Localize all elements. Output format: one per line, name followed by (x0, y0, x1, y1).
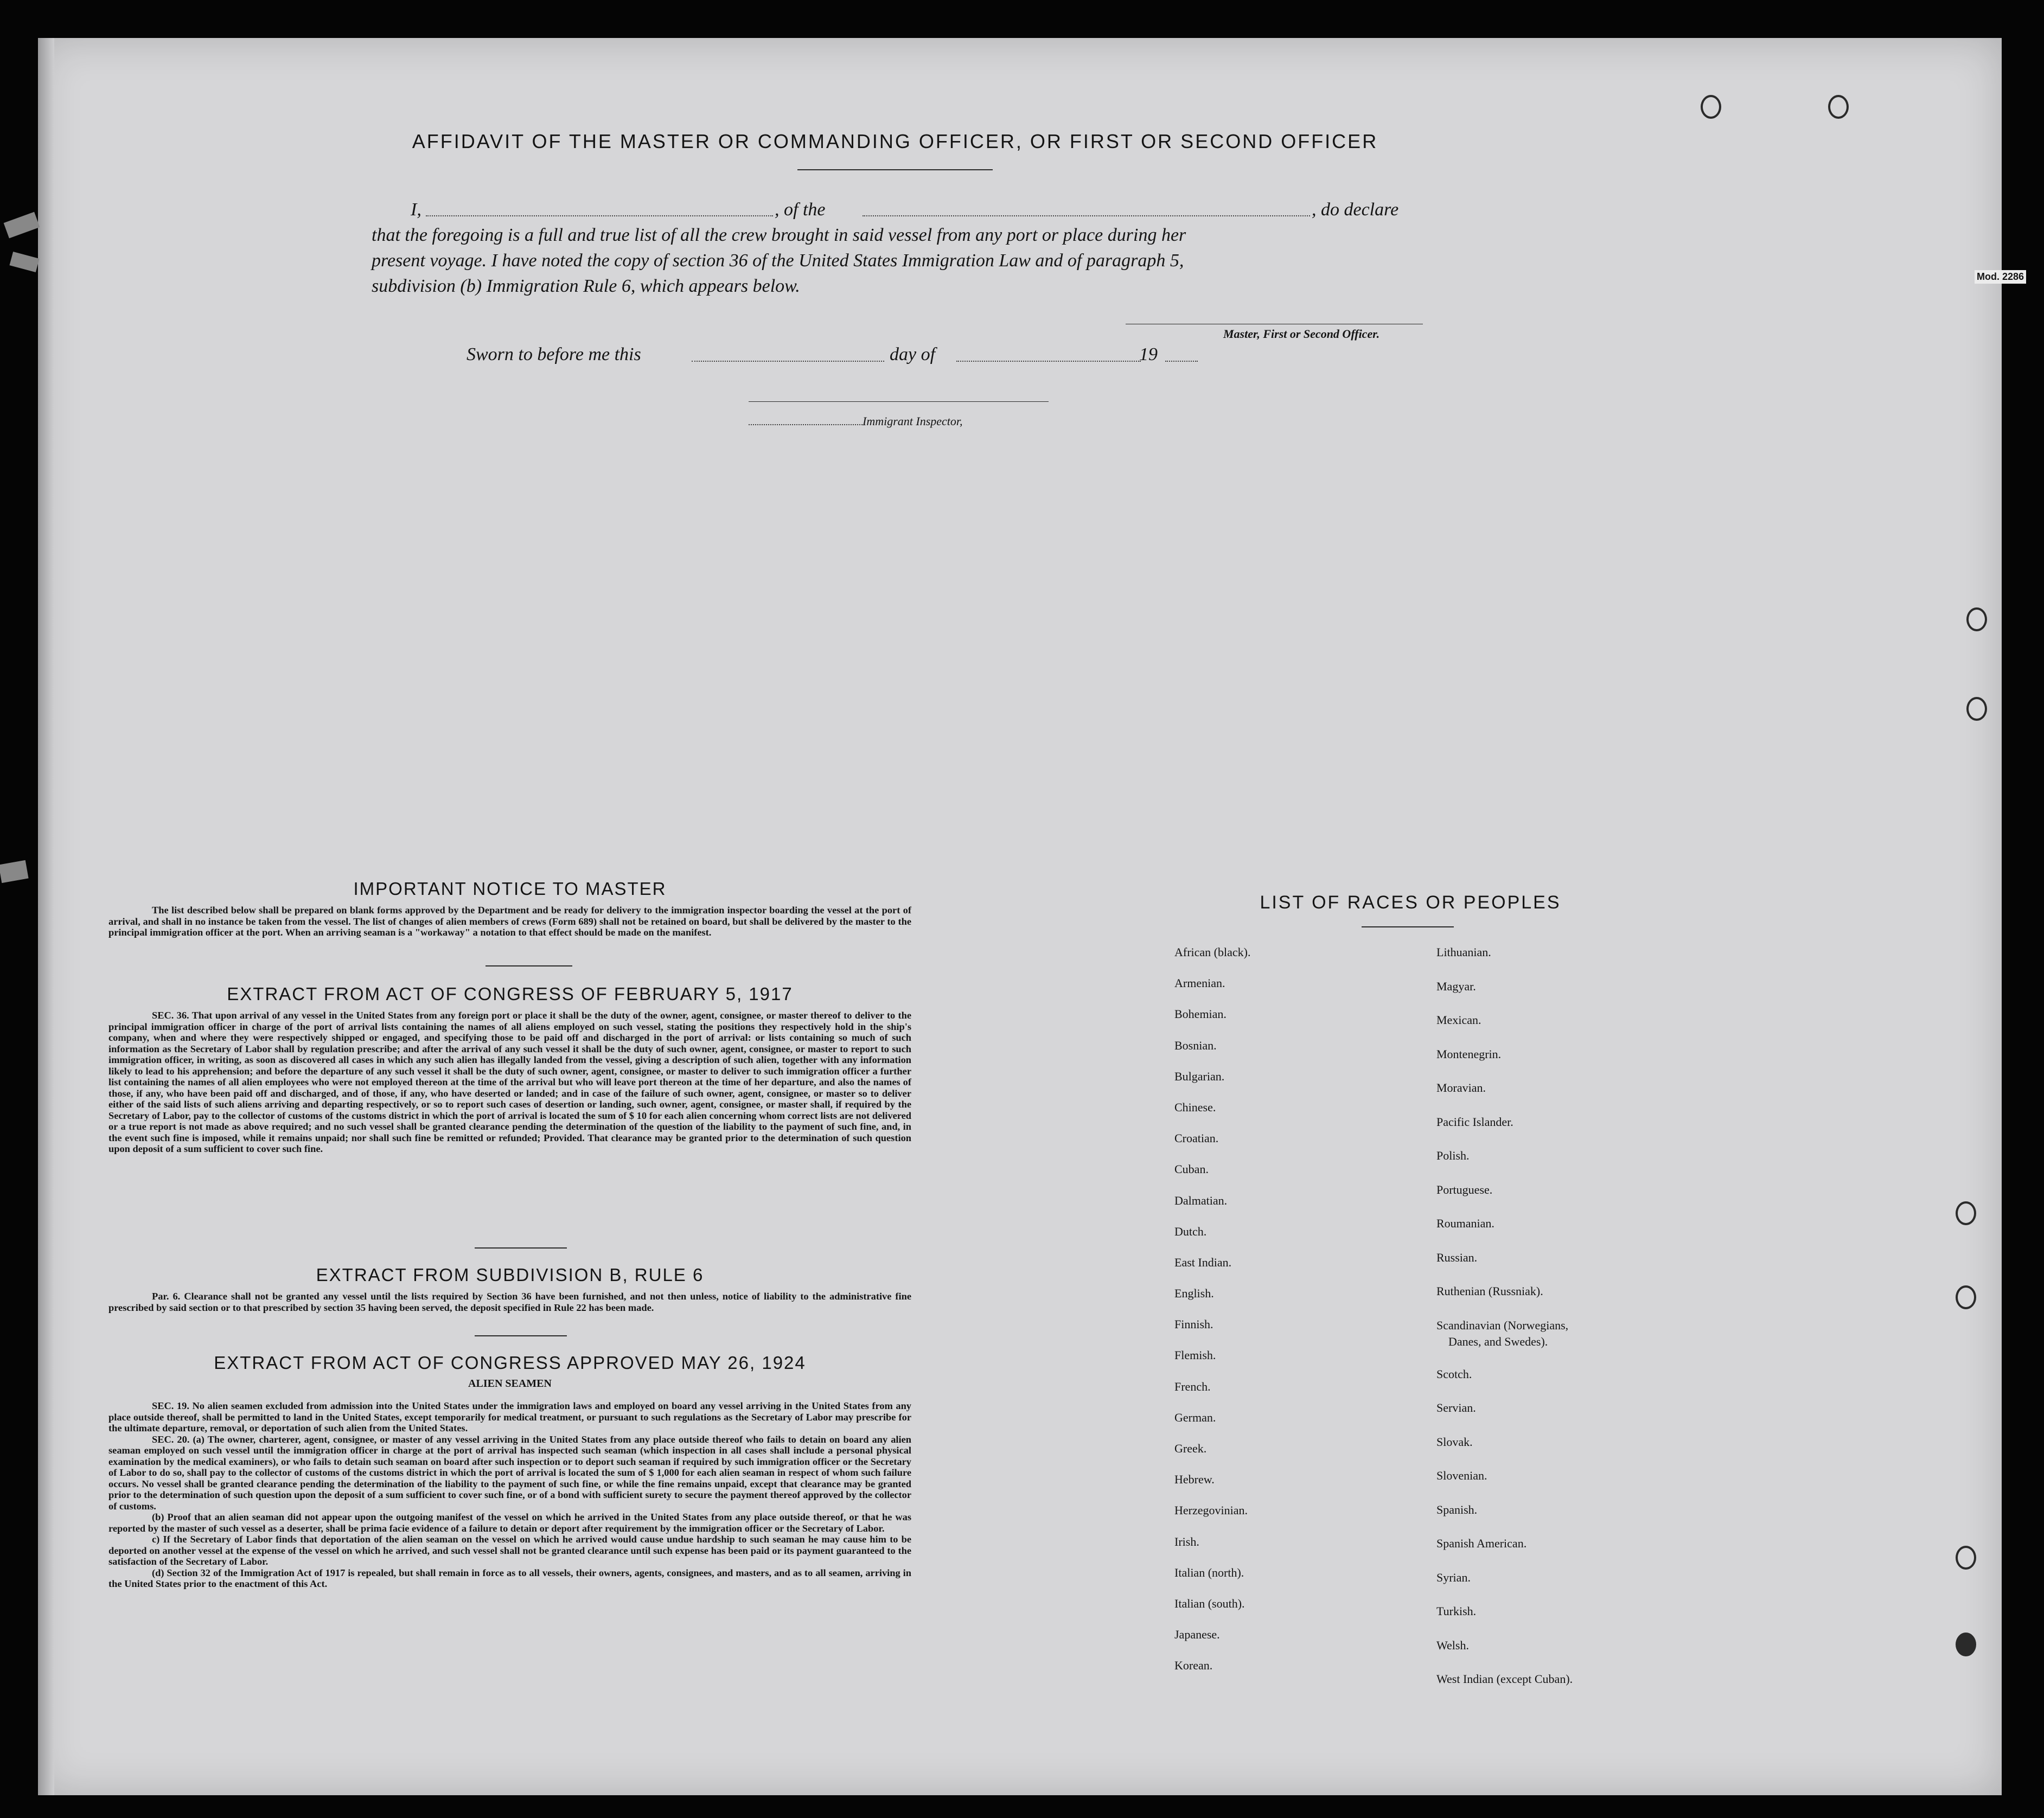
affidavit-line-4: subdivision (b) Immigration Rule 6, which appears below. (372, 276, 800, 296)
extract-1917-text: SEC. 36. That upon arrival of any vessel in the United States from any foreign port or place it shall be the duty of the owner, agent, consignee, or master thereof to deliver to the principal immigration officer in charge of the port of arrival lists containing the names of all aliens employed on such vessel, stating the positions they respectively hold in the ship's company, when and where they were respectively shipped or engaged, and specifying those to be paid off and discharged in the port of arrival: or lists containing so much of such information as the Secretary of Labor shall by regulation prescribe; and after the arrival of any such vessel it shall be the duty of such owner, agent, consignee, or master to report to such immigration officer, in writing, as soon as discovered all cases in which any such alien has illegally landed from the vessel, giving a description of such alien, together with any information likely to lead to his apprehension; and before the departure of any such vessel it shall be the duty of such owner, agent, consignee, or master to deliver to such immigration officer a further list containing the names of all alien employees who were not employed thereon at the time of the arrival but who will leave port thereon at the time of her departure, and also the names of those, if any, who have been paid off and discharged, and of those, if any, who have deserted or landed; and in case of the failure of such owner, agent, consignee, or master so to deliver either of the said lists of such aliens arriving and departing respectively, or so to report such cases of desertion or landing, such owner, agent, consignee, or master shall, if required by the Secretary of Labor, pay to the collector of customs of the customs district in which the port of arrival is located the sum of $ 10 for each alien concerning whom correct lists are not delivered or a true report is not made as above required; and no such vessel shall be granted clearance pending the determination of the question of the liability to the payment of such fine, and, in the event such fine is imposed, while it remains unpaid; nor shall such fine be remitted or refunded; Provided. That clearance may be granted prior to the determination of such question upon deposit of a sum sufficient to cover such fine. (108, 1010, 911, 1154)
punch-hole (1966, 697, 1987, 721)
extract-1917-body (108, 1010, 911, 1155)
race-item: Scandinavian (Norwegians, (1436, 1318, 1569, 1332)
extract-1924-body (108, 1400, 911, 1590)
affidavit-of-the: , of the (775, 200, 826, 220)
punch-hole (1701, 95, 1721, 119)
race-item: Lithuanian. (1436, 945, 1491, 959)
name-blank (426, 215, 773, 216)
affidavit-line-2: that the foregoing is a full and true list of all the crew brought in said vessel from any port or place during her (372, 225, 1186, 245)
divider (486, 965, 572, 966)
race-item: Turkish. (1436, 1604, 1477, 1618)
sworn-day-blank (692, 361, 884, 362)
torn-stub (9, 252, 39, 272)
year-prefix: 19 (1139, 344, 1158, 364)
race-item: Cuban. (1174, 1162, 1209, 1176)
race-item: Welsh. (1436, 1638, 1469, 1652)
race-item: Dalmatian. (1174, 1193, 1228, 1207)
race-item: Hebrew. (1174, 1473, 1215, 1487)
race-item: Irish. (1174, 1534, 1199, 1548)
sheet-left-edge (38, 38, 54, 1795)
race-item: Mexican. (1436, 1013, 1481, 1027)
race-item: Portuguese. (1436, 1182, 1493, 1196)
notice-body (108, 905, 911, 938)
race-item: West Indian (except Cuban). (1436, 1672, 1573, 1686)
affidavit-i: I, (411, 200, 421, 220)
race-item: Japanese. (1174, 1628, 1220, 1642)
month-blank (956, 361, 1141, 362)
affidavit-line-3: present voyage. I have noted the copy of section 36 of the United States Immigration Law and of paragraph 5, (372, 251, 1184, 271)
inspector-dotted-line (749, 424, 863, 425)
inspector-caption: Immigrant Inspector, (863, 414, 963, 428)
race-item: Danes, and Swedes). (1448, 1334, 1548, 1348)
punch-hole (1956, 1633, 1976, 1656)
extract-1917-title: EXTRACT FROM ACT OF CONGRESS OF FEBRUARY 5, 1917 (227, 984, 793, 1004)
inspector-signature-line (749, 401, 1049, 402)
race-item: Magyar. (1436, 979, 1476, 993)
race-item: Flemish. (1174, 1348, 1216, 1362)
divider (475, 1335, 567, 1336)
punch-hole (1956, 1201, 1976, 1225)
divider (475, 1247, 567, 1249)
race-item: Montenegrin. (1436, 1047, 1502, 1061)
race-item: Herzegovinian. (1174, 1503, 1248, 1518)
extract-1924-subtitle: ALIEN SEAMEN (468, 1378, 552, 1390)
extract-rule6-body (108, 1291, 911, 1313)
race-item: Slovak. (1436, 1435, 1473, 1449)
torn-stub (0, 860, 29, 883)
punch-hole (1966, 607, 1987, 631)
race-item: English. (1174, 1286, 1214, 1301)
day-of-text: day of (890, 344, 936, 364)
vessel-blank (863, 215, 1310, 216)
races-left-column (1174, 945, 1250, 1690)
sec-20d-text: (d) Section 32 of the Immigration Act of 1917 is repealed, but shall remain in force as to all vessels, their owners, agents, consignees, and masters, and as to all seamen, arriving in the United States prior to the enactment of this Act. (108, 1567, 911, 1589)
race-item: Ruthenian (Russniak). (1436, 1284, 1543, 1298)
race-item: Italian (north). (1174, 1565, 1244, 1579)
torn-stub (4, 212, 40, 239)
punch-hole (1956, 1546, 1976, 1570)
race-item: Armenian. (1174, 976, 1225, 990)
races-title: LIST OF RACES OR PEOPLES (1260, 892, 1561, 913)
sec-19-text: SEC. 19. No alien seamen excluded from admission into the United States under the immigration laws and employed on board any vessel arriving in the United States from any place outside thereof, shall be permitted to land in the United States, except temporarily for medical treatment, or pursuant to such regulations as the Secretary of Labor may prescribe for the ultimate departure, removal, or deportation of such alien from the United States. (108, 1400, 911, 1433)
race-item: Bosnian. (1174, 1038, 1217, 1052)
punch-hole (1828, 95, 1849, 119)
sec-20a-text: SEC. 20. (a) The owner, charterer, agent, consignee, or master of any vessel arriving in the United States from any place outside thereof who fails to detain on board any alien seaman employed on such vessel until the immigration officer in charge at the port of arrival has inspected such seaman (which inspection in all cases shall include a personal physical examination by the medical examiners), or who fails to detain such seaman on board after such inspection or to deport such seaman if required by such immigration officer or the Secretary of Labor to do so, shall pay to the collector of customs of the customs district in which the port of arrival is located the sum of $ 1,000 for each alien seaman in respect of whom such failure occurs. No vessel shall be granted clearance pending the determination of the liability to the payment of such fine, or while the fine remains unpaid, except that clearance may be granted prior to the determination of such question upon the deposit of a sum sufficient to cover such fine, or of a bond with sufficient surety to secure the payment thereof approved by the collector of customs. (108, 1433, 911, 1512)
title-underline (797, 169, 993, 170)
sec-20c-text: c) If the Secretary of Labor finds that deportation of the alien seaman on the vessel on which he arrived would cause undue hardship to such seaman he may cause him to be deported on another vessel at the expense of the vessel on which he arrived, and such vessel shall not be granted clearance until such expense has been paid or its payment guaranteed to the satisfaction of the Secretary of Labor. (108, 1534, 911, 1567)
affidavit-do-declare: , do declare (1312, 200, 1399, 220)
race-item: Bulgarian. (1174, 1069, 1225, 1083)
race-item: Croatian. (1174, 1131, 1219, 1145)
sworn-text: Sworn to before me this (467, 344, 641, 364)
extract-rule6-text: Par. 6. Clearance shall not be granted any vessel until the lists required by Section 36 have been furnished, and not then unless, notice of liability to the administrative fine prescribed by said section or to that prescribed by section 35 having been served, the deposit specified in Rule 22 has been made. (108, 1291, 911, 1313)
race-item: Korean. (1174, 1659, 1213, 1673)
race-item: Scotch. (1436, 1367, 1472, 1381)
notice-title: IMPORTANT NOTICE TO MASTER (353, 879, 667, 899)
race-item: Polish. (1436, 1149, 1470, 1162)
race-item: Russian. (1436, 1250, 1478, 1264)
race-item: Spanish. (1436, 1502, 1478, 1516)
race-item: Bohemian. (1174, 1007, 1227, 1021)
race-item: Italian (south). (1174, 1596, 1245, 1610)
race-item: African (black). (1174, 945, 1251, 959)
race-item: German. (1174, 1410, 1216, 1424)
race-item: Finnish. (1174, 1317, 1213, 1332)
notice-text: The list described below shall be prepared on blank forms approved by the Department and be ready for delivery to the immigration inspector boarding the vessel at the port of arrival, and shall in no instance be taken from the vessel. The list of changes of alien members of crews (Form 689) shall not be retained on board, but shall be delivered by the master to the principal immigration officer at the port. When an arriving seaman is a "workaway" a notation to that effect should be made on the manifest. (108, 905, 911, 938)
sec-20b-text: (b) Proof that an alien seaman did not appear upon the outgoing manifest of the vessel on which he arrived in the United States from any place outside thereof, or that he was reported by the master of such vessel as a deserter, shall be prima facie evidence of a failure to detain or deport after requirement by the immigration officer or the Secretary of Labor. (108, 1512, 911, 1534)
punch-hole (1956, 1285, 1976, 1309)
race-item: East Indian. (1174, 1255, 1232, 1269)
race-item: Pacific Islander. (1436, 1115, 1513, 1129)
races-right-column (1436, 945, 1573, 1706)
race-item: French. (1174, 1379, 1211, 1393)
race-item: Roumanian. (1436, 1217, 1494, 1230)
extract-1924-title: EXTRACT FROM ACT OF CONGRESS APPROVED MAY 26, 1924 (214, 1353, 806, 1373)
race-item: Moravian. (1436, 1081, 1486, 1094)
extract-rule6-title: EXTRACT FROM SUBDIVISION B, RULE 6 (316, 1265, 704, 1285)
race-item: Greek. (1174, 1442, 1207, 1455)
race-item: Chinese. (1174, 1100, 1216, 1114)
race-item: Slovenian. (1436, 1469, 1487, 1482)
race-item: Syrian. (1436, 1570, 1471, 1584)
races-title-underline (1362, 926, 1454, 927)
form-number: Mod. 2286 (1975, 270, 2026, 284)
race-item: Dutch. (1174, 1224, 1207, 1238)
year-blank (1165, 361, 1198, 362)
affidavit-title: AFFIDAVIT OF THE MASTER OR COMMANDING OFFICER, OR FIRST OR SECOND OFFICER (412, 130, 1378, 152)
race-item: Servian. (1436, 1401, 1476, 1414)
race-item: Spanish American. (1436, 1537, 1527, 1550)
signature-caption: Master, First or Second Officer. (1223, 327, 1380, 341)
